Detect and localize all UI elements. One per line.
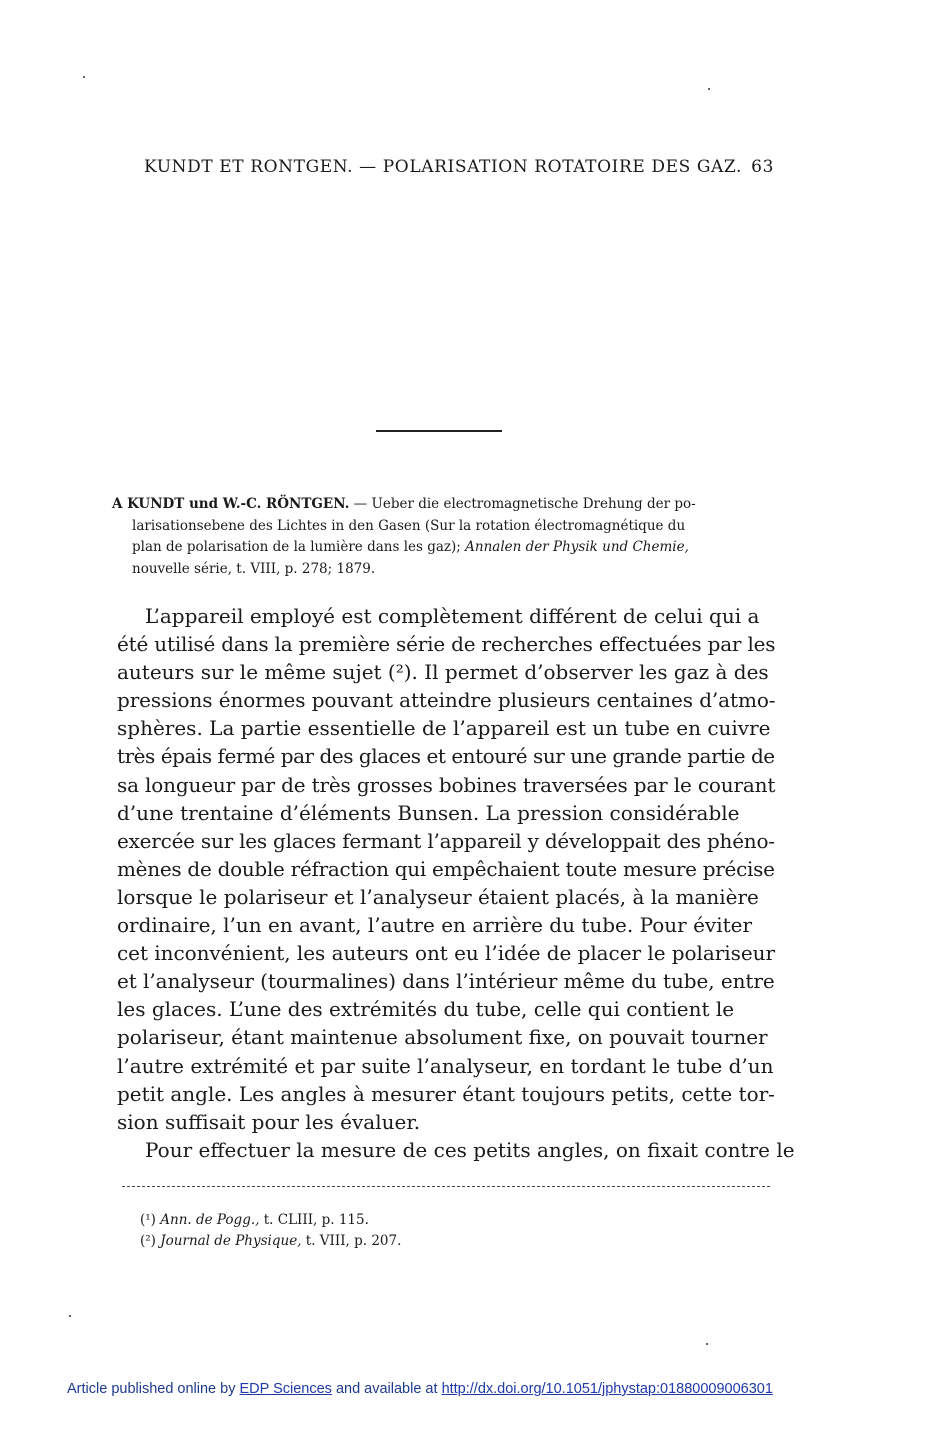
- footnote-source: Journal de Physique,: [160, 1233, 302, 1249]
- publication-footer: [67, 1381, 773, 1397]
- reference-line-4: nouvelle série, t. VIII, p. 278; 1879.: [132, 560, 376, 577]
- scan-speck: [708, 88, 710, 90]
- reference-title-start: — Ueber die electromagnetische Drehung der po-: [349, 496, 696, 512]
- paragraph-line: et l’analyseur (tourmalines) dans l’intérieur même du tube, entre: [117, 969, 775, 994]
- paragraph-line: auteurs sur le même sujet (²). Il permet d’observer les gaz à des: [117, 660, 769, 685]
- footnote-source: Ann. de Pogg.,: [160, 1212, 260, 1228]
- paragraph-line: les glaces. L’une des extrémités du tube, celle qui contient le: [117, 997, 735, 1022]
- paragraph-line: petit angle. Les angles à mesurer étant toujours petits, cette tor-: [117, 1081, 775, 1106]
- paragraph-line: polariseur, étant maintenue absolument fixe, on pouvait tourner: [117, 1025, 768, 1050]
- paragraph-line: lorsque le polariseur et l’analyseur étaient placés, à la manière: [117, 884, 759, 909]
- paragraph-line: l’autre extrémité et par suite l’analyseur, en tordant le tube d’un: [117, 1053, 774, 1078]
- paragraph-line: d’une trentaine d’éléments Bunsen. La pression considérable: [117, 800, 740, 825]
- reference-authors: A KUNDT und W.-C. RÖNTGEN.: [112, 496, 350, 512]
- reference-line-3: [112, 537, 772, 559]
- separator-ornament: [424, 427, 432, 435]
- publisher-link[interactable]: EDP Sciences: [239, 1381, 332, 1397]
- page-number: 63: [751, 157, 774, 177]
- footnote-2: [140, 1231, 401, 1252]
- paragraph-line: sion suffisait pour les évaluer.: [117, 1109, 421, 1134]
- paragraph-line: exercée sur les glaces fermant l’appareil y développait des phéno-: [117, 828, 775, 853]
- paragraph-line: L’appareil employé est complètement différent de celui qui a: [145, 604, 760, 628]
- section-separator: [376, 430, 502, 432]
- scan-speck: [706, 1343, 708, 1345]
- footer-prefix: Article published online by: [67, 1381, 240, 1397]
- paragraph-line: pressions énormes pouvant atteindre plusieurs centaines d’atmo-: [117, 688, 776, 713]
- paragraph-line: ordinaire, l’un en avant, l’autre en arrière du tube. Pour éviter: [117, 913, 753, 938]
- reference-journal: Annalen der Physik und Chemie,: [465, 539, 689, 555]
- paragraph-line: été utilisé dans la première série de recherches effectuées par les: [117, 632, 776, 657]
- paragraph-line: très épais fermé par des glaces et entouré sur une grande partie de: [117, 744, 775, 769]
- paragraph-line: sphères. La partie essentielle de l’appareil est un tube en cuivre: [117, 716, 771, 741]
- footnote-mark: (²): [140, 1233, 156, 1249]
- scan-speck: [69, 1315, 71, 1317]
- reference-line-2: larisationsebene des Lichtes in den Gasen (Sur la rotation électromagnétique du: [132, 517, 686, 534]
- paragraph-line: cet inconvénient, les auteurs ont eu l’idée de placer le polariseur: [117, 941, 776, 966]
- paragraph-line: mènes de double réfraction qui empêchaient toute mesure précise: [117, 856, 775, 881]
- bibliographic-reference: [112, 494, 772, 580]
- footer-middle: and available at: [331, 1381, 442, 1397]
- body-text: [117, 602, 795, 1164]
- footnote-1: [140, 1210, 401, 1231]
- footnote-mark: (¹): [140, 1212, 156, 1228]
- reference-translation-end: plan de polarisation de la lumière dans les gaz);: [132, 539, 466, 555]
- footnote-detail: t. VIII, p. 207.: [301, 1233, 402, 1249]
- doi-link[interactable]: http://dx.doi.org/10.1051/jphystap:01880009006301: [441, 1381, 773, 1397]
- running-header: [144, 157, 774, 177]
- reference-line-1: [112, 494, 772, 516]
- footnote-detail: t. CLIII, p. 115.: [259, 1212, 369, 1228]
- paragraph-line: sa longueur par de très grosses bobines traversées par le courant: [117, 772, 776, 797]
- scan-speck: [83, 76, 85, 78]
- footnote-rule: [122, 1186, 770, 1188]
- paragraph-line: Pour effectuer la mesure de ces petits angles, on fixait contre le: [145, 1137, 795, 1162]
- running-title: KUNDT ET RONTGEN. — POLARISATION ROTATOIRE DES GAZ.: [144, 157, 743, 177]
- footnotes: [140, 1210, 401, 1252]
